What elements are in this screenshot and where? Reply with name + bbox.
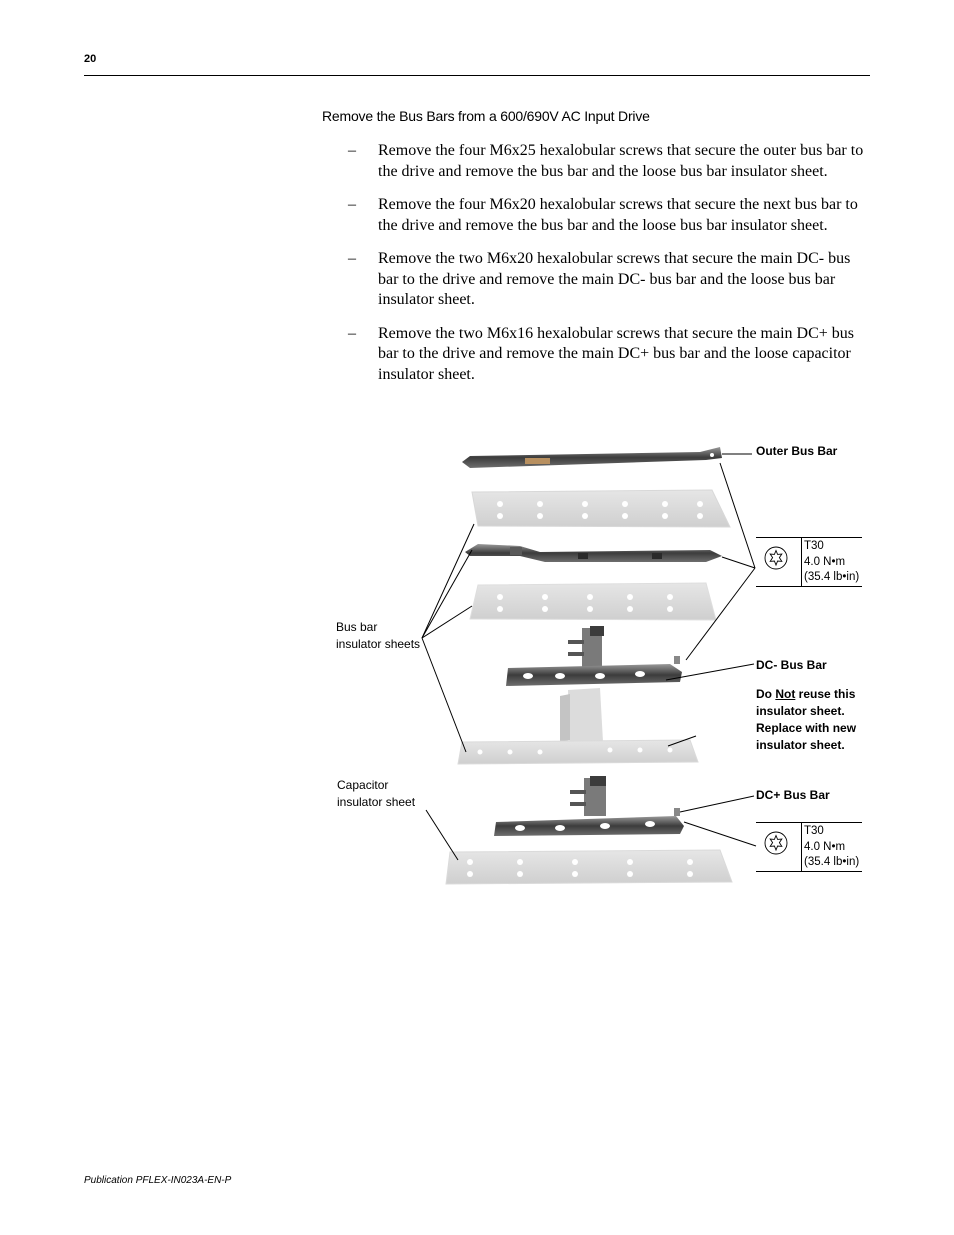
step-text: Remove the two M6x16 hexalobular screws that secure the main DC+ bus bar to the drive and remove the main DC+ bus bar and the loose capacitor insulator sheet.: [378, 324, 855, 383]
torque-divider: [801, 823, 802, 871]
warning-line-1: [756, 686, 856, 703]
torx-icon: [764, 831, 788, 855]
torque-bit: T30: [804, 540, 824, 552]
label-line: Bus bar: [336, 620, 378, 634]
label-line: insulator sheet: [337, 795, 416, 809]
label-line: insulator sheets: [336, 637, 421, 651]
insulator-sheet-1: [472, 490, 730, 527]
label-outer-bus-bar: Outer Bus Bar: [756, 444, 838, 458]
section-heading: Remove the Bus Bars from a 600/690V AC Input Drive: [322, 108, 650, 124]
torque-bit: T30: [804, 825, 824, 837]
label-dc-plus-bus-bar: DC+ Bus Bar: [756, 788, 830, 802]
outer-bus-bar-part: [462, 447, 722, 468]
label-capacitor-insulator-sheet: [337, 777, 415, 811]
dc-minus-bus-bar-part: [506, 626, 682, 686]
insulator-sheet-3: [458, 740, 698, 764]
dc-plus-bus-bar-part: [494, 776, 684, 836]
torque-values: [804, 539, 859, 586]
warning-text: reuse this: [795, 687, 856, 701]
torque-divider: [801, 538, 802, 586]
warning-note: [756, 686, 856, 754]
warning-line-4: insulator sheet.: [756, 738, 845, 752]
warning-emphasis: Not: [775, 687, 796, 701]
torque-values: [804, 824, 859, 871]
label-line: Capacitor: [337, 778, 389, 792]
torque-metric: 4.0 N•m: [804, 840, 846, 853]
insulator-sheet-2: [470, 583, 716, 620]
warning-line-3: Replace with new: [756, 721, 857, 735]
step-bullet: –: [348, 196, 356, 213]
torque-spec-lower: [756, 822, 862, 872]
torque-metric: 4.0 N•m: [804, 555, 846, 568]
second-bus-bar-part: [465, 544, 722, 562]
step-text: Remove the four M6x25 hexalobular screws that secure the outer bus bar to the drive and remove the bus bar and the loose bus bar insulator sheet.: [378, 142, 864, 180]
warning-line-2: insulator sheet.: [756, 704, 845, 718]
step-text: Remove the four M6x20 hexalobular screws that secure the next bus bar to the drive and remove the bus bar and the loose bus bar insulator sheet.: [378, 196, 858, 234]
label-dc-minus-bus-bar: DC- Bus Bar: [756, 658, 827, 672]
label-bus-bar-insulator-sheets: [336, 619, 420, 653]
publication-footer: Publication PFLEX-IN023A-EN-P: [84, 1175, 232, 1186]
step-text: Remove the two M6x20 hexalobular screws that secure the main DC- bus bar to the drive and remove the main DC- bus bar and the loose bus bar insulator sheet.: [378, 250, 851, 308]
page-number: 20: [84, 53, 97, 65]
torque-imperial: (35.4 lb•in): [804, 571, 860, 583]
torque-imperial: (35.4 lb•in): [804, 856, 860, 868]
torque-spec-upper: [756, 537, 862, 587]
step-bullet: –: [348, 142, 356, 159]
capacitor-insulator-sheet: [446, 850, 732, 884]
warning-text: Do: [756, 687, 776, 701]
step-bullet: –: [348, 250, 356, 267]
torx-icon: [764, 546, 788, 570]
step-bullet: –: [348, 324, 356, 342]
